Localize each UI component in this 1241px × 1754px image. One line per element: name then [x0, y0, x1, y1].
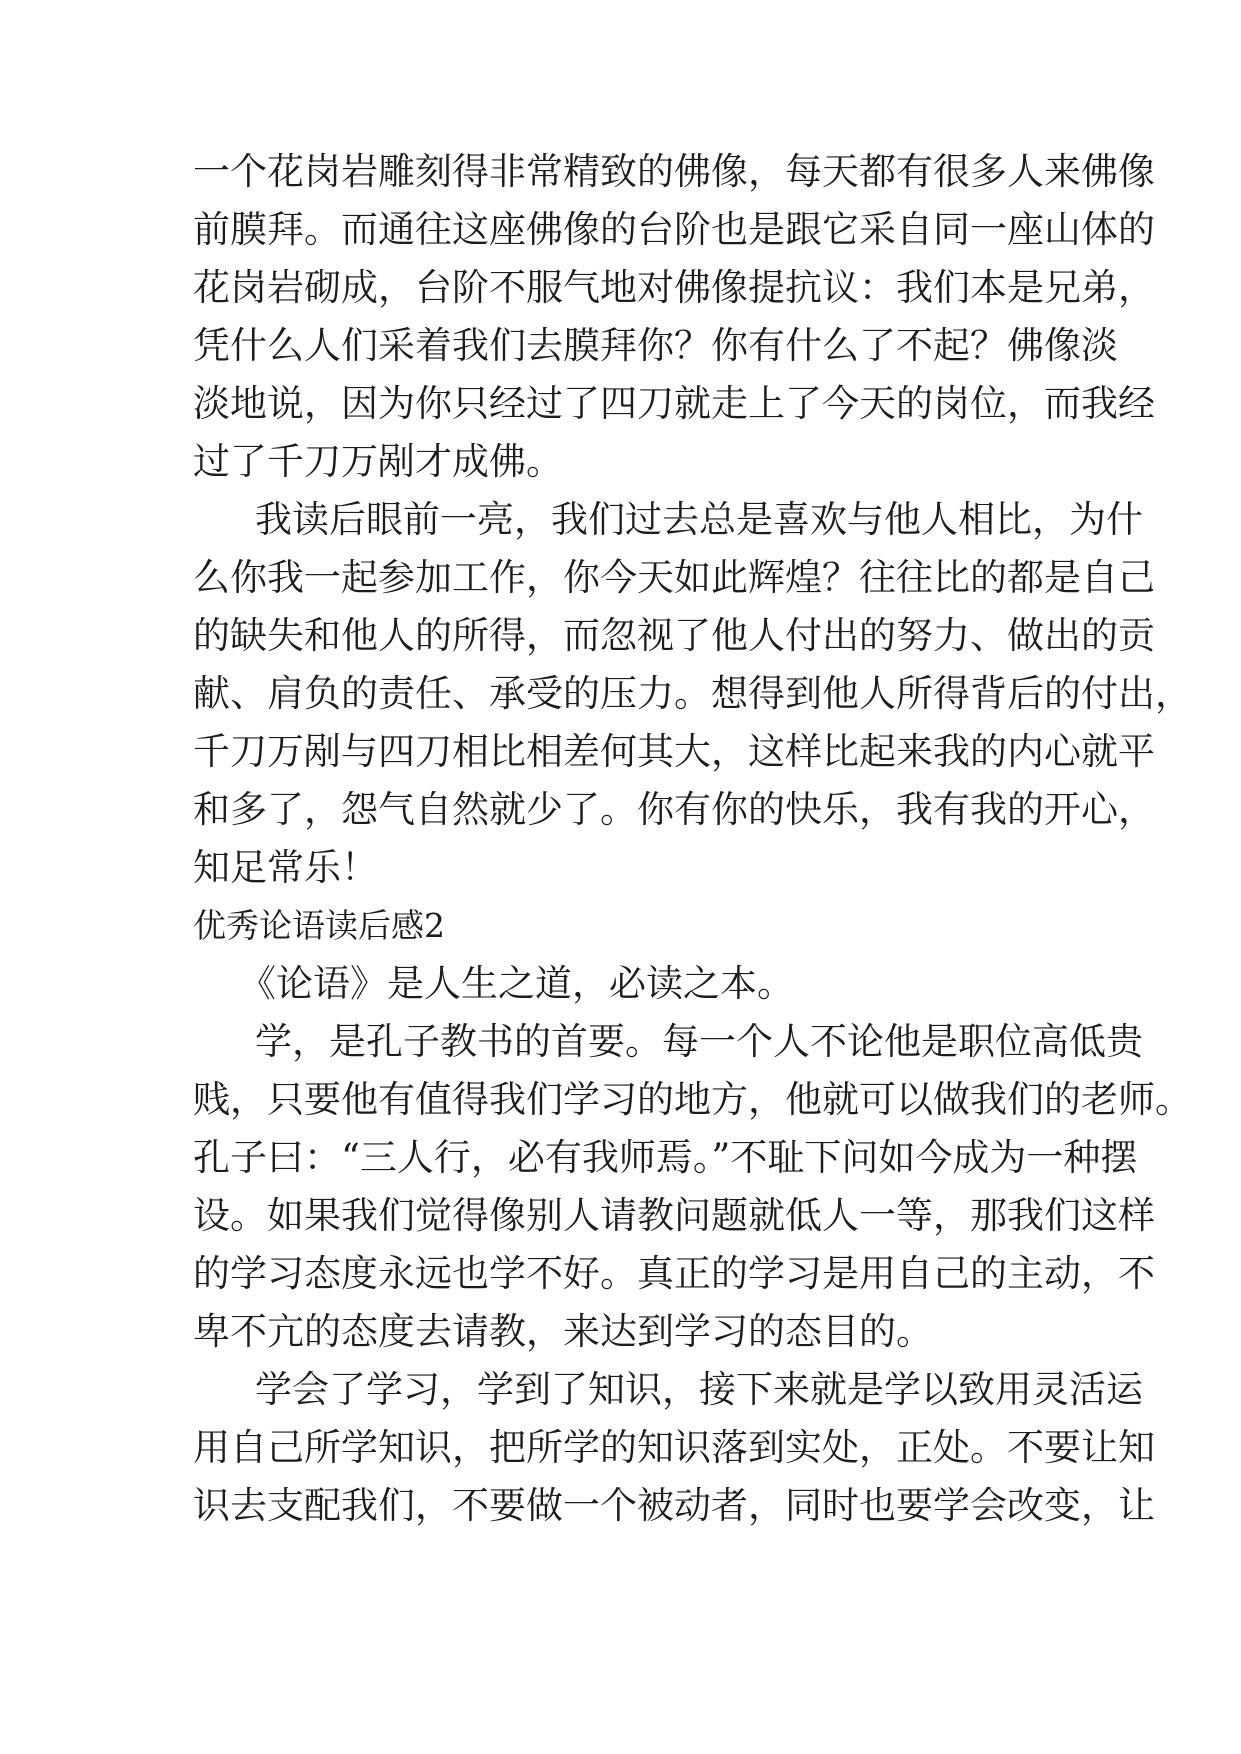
paragraph-line: 学会了学习，学到了知识，接下来就是学以致用灵活运: [255, 1368, 1143, 1411]
paragraph-line: 千刀万剐与四刀相比相差何其大，这样比起来我的内心就平: [193, 730, 1155, 773]
paragraph-line: 的缺失和他人的所得，而忽视了他人付出的努力、做出的贡: [193, 614, 1155, 657]
paragraph-line: 设。如果我们觉得像别人请教问题就低人一等，那我们这样: [193, 1194, 1155, 1237]
paragraph-line: 知足常乐！: [193, 846, 378, 889]
paragraph-line: 《论语》是人生之道，必读之本。: [239, 962, 794, 1005]
section-title: 优秀论语读后感2: [193, 906, 445, 945]
paragraph-line: 识去支配我们，不要做一个被动者，同时也要学会改变，让: [193, 1484, 1155, 1527]
paragraph-line: 花岗岩砌成，台阶不服气地对佛像提抗议：我们本是兄弟，: [193, 266, 1155, 309]
paragraph-line: 么你我一起参加工作，你今天如此辉煌？往往比的都是自己: [193, 556, 1155, 599]
paragraph-line: 学，是孔子教书的首要。每一个人不论他是职位高低贵: [255, 1020, 1143, 1063]
paragraph-line: 一个花岗岩雕刻得非常精致的佛像，每天都有很多人来佛像: [193, 150, 1155, 193]
paragraph-line: 淡地说，因为你只经过了四刀就走上了今天的岗位，而我经: [193, 382, 1155, 425]
paragraph-line: 贱，只要他有值得我们学习的地方，他就可以做我们的老师。: [193, 1078, 1192, 1121]
paragraph-line: 用自己所学知识，把所学的知识落到实处，正处。不要让知: [193, 1426, 1155, 1469]
paragraph-line: 的学习态度永远也学不好。真正的学习是用自己的主动，不: [193, 1252, 1155, 1295]
paragraph-line: 我读后眼前一亮，我们过去总是喜欢与他人相比，为什: [255, 498, 1143, 541]
paragraph-line: 卑不亢的态度去请教，来达到学习的态目的。: [193, 1310, 933, 1353]
paragraph-line: 前膜拜。而通往这座佛像的台阶也是跟它采自同一座山体的: [193, 208, 1155, 251]
paragraph-line: 孔子曰：“三人行，必有我师焉。”不耻下问如今成为一种摆: [193, 1136, 1138, 1179]
paragraph-line: 和多了，怨气自然就少了。你有你的快乐，我有我的开心，: [193, 788, 1155, 831]
paragraph-line: 献、肩负的责任、承受的压力。想得到他人所得背后的付出，: [193, 672, 1192, 715]
paragraph-line: 过了千刀万剐才成佛。: [193, 440, 563, 483]
paragraph-line: 凭什么人们采着我们去膜拜你？你有什么了不起？佛像淡: [193, 324, 1118, 367]
